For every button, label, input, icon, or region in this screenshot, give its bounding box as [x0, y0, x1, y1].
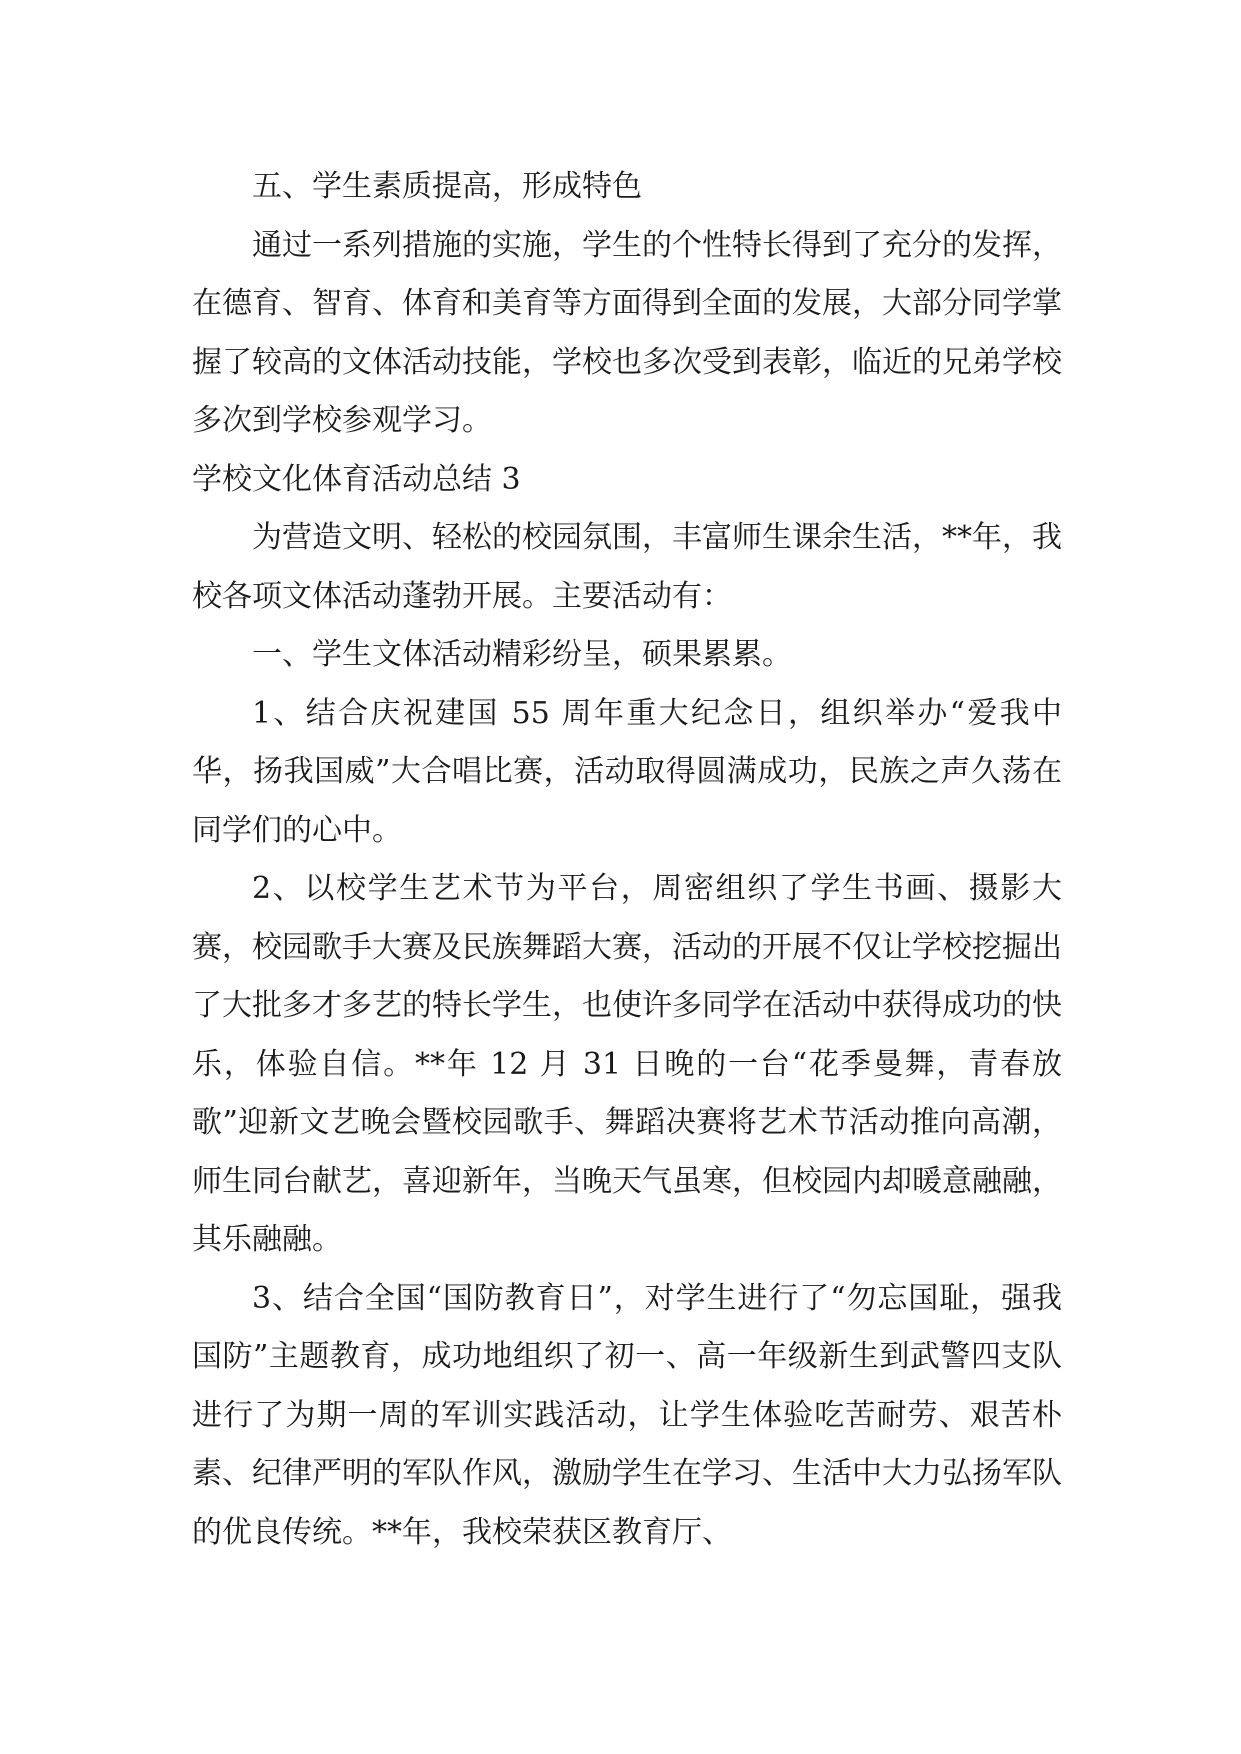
section-heading-5: 五、学生素质提高，形成特色 — [252, 169, 642, 204]
list-item-1: 1、结合庆祝建国 55 周年重大纪念日，组织举办“爱我中华，扬我国威”大合唱比赛，活动取得圆满成功，民族之声久荡在同学们的心中。 — [192, 695, 1062, 848]
intro-paragraph: 为营造文明、轻松的校园氛围，丰富师生课余生活，**年，我校各项文体活动蓬勃开展。主要活动有： — [192, 520, 1062, 614]
document-body — [192, 158, 1062, 1562]
list-item-2: 2、以校学生艺术节为平台，周密组织了学生书画、摄影大赛，校园歌手大赛及民族舞蹈大赛，活动的开展不仅让学校挖掘出了大批多才多艺的特长学生，也使许多同学在活动中获得成功的快乐，体验自信。**年 12 月 31 日晚的一台“花季曼舞，青春放歌”迎新文艺晚会暨校园歌手、舞蹈决赛将艺术节活动推向高潮，师生同台献艺，喜迎新年，当晚天气虽寒，但校园内却暖意融融，其乐融融。 — [192, 871, 1062, 1257]
body-paragraph: 通过一系列措施的实施，学生的个性特长得到了充分的发挥，在德育、智育、体育和美育等方面得到全面的发展，大部分同学掌握了较高的文体活动技能，学校也多次受到表彰，临近的兄弟学校多次到学校参观学习。 — [192, 227, 1062, 438]
list-item-3: 3、结合全国“国防教育日”，对学生进行了“勿忘国耻，强我国防”主题教育，成功地组织了初一、高一年级新生到武警四支队进行了为期一周的军训实践活动，让学生体验吃苦耐劳、艰苦朴素、纪律严明的军队作风，激励学生在学习、生活中大力弘扬军队的优良传统。**年，我校荣获区教育厅、 — [192, 1280, 1062, 1550]
section-heading-1: 一、学生文体活动精彩纷呈，硕果累累。 — [252, 637, 792, 672]
article-title: 学校文化体育活动总结 3 — [192, 461, 521, 497]
